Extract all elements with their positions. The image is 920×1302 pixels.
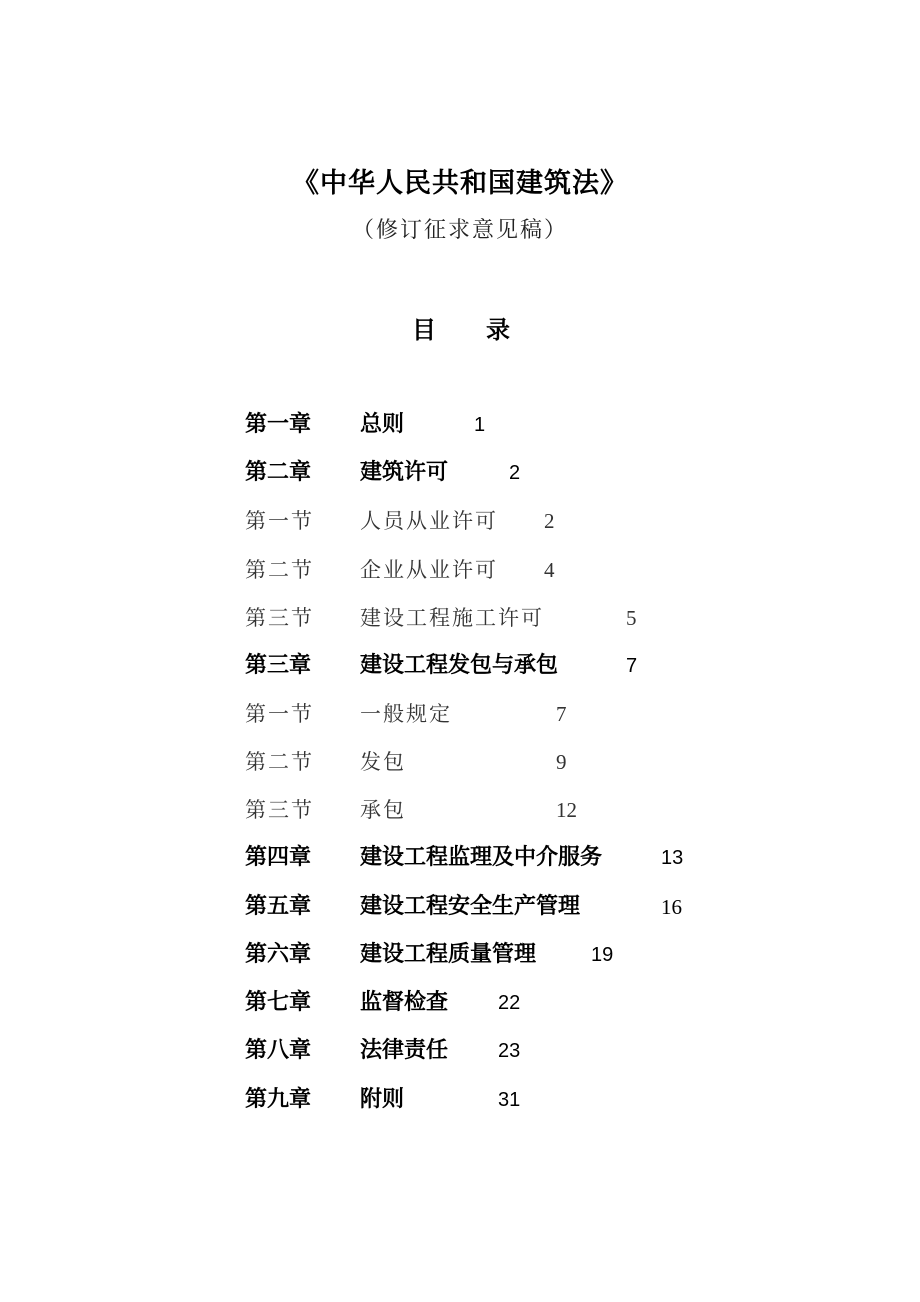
toc-heading-left: 目 — [412, 316, 436, 344]
toc-entry-page: 7 — [556, 702, 567, 726]
toc-entry[interactable] — [0, 935, 920, 975]
toc-entry[interactable] — [0, 694, 920, 734]
toc-entry-title: 建筑许可 — [360, 460, 449, 485]
toc-entry[interactable] — [0, 1031, 920, 1071]
toc-entry-page: 16 — [661, 895, 682, 919]
toc-entry-page: 19 — [591, 944, 614, 966]
toc-entry-page: 12 — [556, 798, 577, 822]
toc-entry-label: 第七章 — [245, 990, 312, 1015]
toc-entry-label: 第八章 — [245, 1038, 312, 1063]
toc-entry[interactable] — [0, 598, 920, 638]
toc-entry-page: 5 — [626, 606, 637, 630]
toc-entry[interactable] — [0, 646, 920, 686]
toc-entry-label: 第一节 — [245, 702, 314, 726]
toc-entry-label: 第九章 — [245, 1087, 312, 1112]
toc-entry-page: 7 — [626, 655, 638, 677]
toc-entry-label: 第五章 — [245, 894, 312, 919]
toc-entry-page: 31 — [498, 1089, 521, 1111]
toc-entry-label: 第四章 — [245, 845, 312, 870]
toc-entry-label: 第二节 — [245, 750, 314, 774]
toc-entry-title: 一般规定 — [360, 702, 452, 726]
toc-entry[interactable] — [0, 983, 920, 1023]
toc-entry-page: 13 — [661, 847, 684, 869]
toc-entry-page: 4 — [544, 558, 555, 582]
toc-entry-title: 发包 — [360, 750, 406, 774]
toc-entry-label: 第三节 — [245, 606, 314, 630]
toc-entry-title: 建设工程监理及中介服务 — [360, 845, 603, 870]
toc-entry-label: 第二节 — [245, 558, 314, 582]
toc-entry-label: 第二章 — [245, 460, 312, 485]
toc-entry[interactable] — [0, 1080, 920, 1120]
toc-entry-title: 承包 — [360, 798, 406, 822]
toc-entry[interactable] — [0, 790, 920, 830]
toc-entry-page: 23 — [498, 1040, 521, 1062]
document-title: 《中华人民共和国建筑法》 — [292, 168, 628, 199]
toc-entry[interactable] — [0, 405, 920, 445]
toc-entry-label: 第六章 — [245, 942, 312, 967]
toc-entry[interactable] — [0, 550, 920, 590]
toc-entry[interactable] — [0, 453, 920, 493]
toc-heading — [0, 312, 920, 348]
toc-entry-label: 第一节 — [245, 509, 314, 533]
toc-entry[interactable] — [0, 838, 920, 878]
toc-entry-title: 监督检查 — [360, 990, 449, 1015]
toc-heading-right: 录 — [486, 316, 510, 344]
toc-entry-title: 企业从业许可 — [360, 558, 498, 582]
toc-entry-title: 建设工程安全生产管理 — [360, 894, 581, 919]
document-subtitle: （修订征求意见稿） — [351, 218, 568, 243]
toc-entry[interactable] — [0, 742, 920, 782]
toc-entry-title: 总则 — [360, 412, 405, 437]
toc-entry-title: 附则 — [360, 1087, 405, 1112]
toc-entry-page: 2 — [544, 509, 555, 533]
toc-entry-title: 人员从业许可 — [360, 509, 498, 533]
toc-entry-page: 9 — [556, 750, 567, 774]
toc-entry-label: 第三节 — [245, 798, 314, 822]
toc-entry-title: 法律责任 — [360, 1038, 449, 1063]
toc-entry-page: 22 — [498, 992, 521, 1014]
toc-entry-page: 1 — [474, 414, 486, 436]
toc-entry[interactable] — [0, 887, 920, 927]
toc-entry[interactable] — [0, 501, 920, 541]
toc-entry-label: 第一章 — [245, 412, 312, 437]
toc-entry-page: 2 — [509, 462, 521, 484]
toc-entry-title: 建设工程发包与承包 — [360, 653, 559, 678]
toc-entry-title: 建设工程施工许可 — [360, 606, 544, 630]
toc-entry-label: 第三章 — [245, 653, 312, 678]
toc-entry-title: 建设工程质量管理 — [360, 942, 537, 967]
